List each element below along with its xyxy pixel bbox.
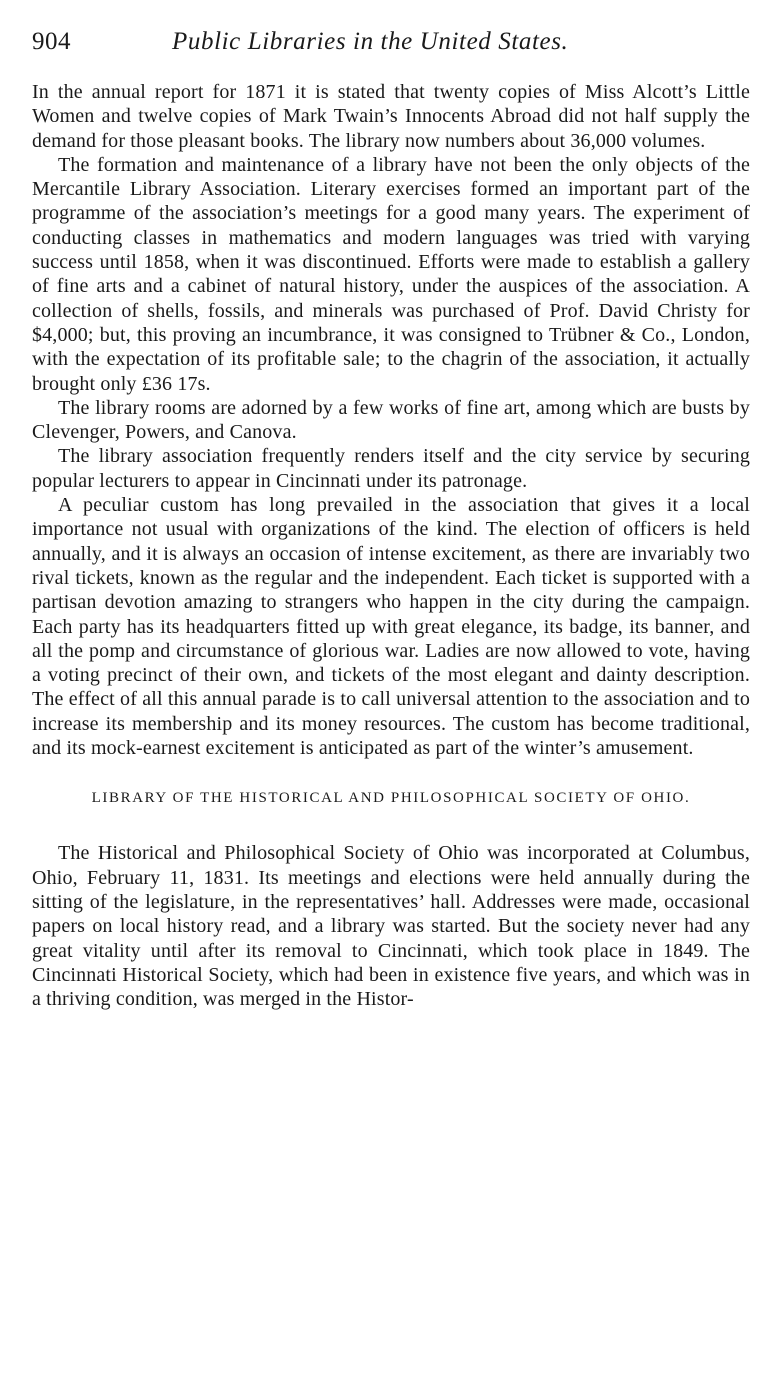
running-head <box>32 28 750 62</box>
paragraph-historical-society: The Historical and Philosophical Society of Ohio was incorporated at Columbus, Ohio, February 11, 1831. Its meetings and elections were held annually during the sitting of the legislature, in the representatives’ hall. Addresses were made, occasional papers on local history read, and a library was started. But the society never had any great vitality until after its removal to Cincinnati, which took place in 1849. The Cincinnati Historical Society, which had been in existence five years, and which was in a thriving condition, was merged in the Histor- <box>32 842 750 1011</box>
paragraph-association-objects: The formation and maintenance of a library have not been the only objects of the Mercantile Library Association. Literary exercises formed an important part of the programme of the association’s meetings for a good many years. The experiment of conducting classes in mathematics and modern languages was tried with varying success until 1858, when it was discontinued. Efforts were made to establish a gallery of fine arts and a cabinet of natural history, under the auspices of the association. A collection of shells, fossils, and minerals was purchased of Prof. David Christy for $4,000; but, this proving an incumbrance, it was consigned to Trübner & Co., London, with the expectation of its profitable sale; to the chagrin of the association, it actually brought only £36 17s. <box>32 153 750 395</box>
body-text <box>32 80 750 1011</box>
section-heading: LIBRARY OF THE HISTORICAL AND PHILOSOPHICAL SOCIETY OF OHIO. <box>91 790 691 807</box>
paragraph-election-custom: A peculiar custom has long prevailed in the association that gives it a local importance not usual with organizations of the kind. The election of officers is held annually, and it is always an occasion of intense excitement, as there are invariably two rival tickets, known as the regular and the independent. Each ticket is supported with a partisan devotion amazing to strangers who happen in the city during the campaign. Each party has its headquarters fitted up with great elegance, its badge, its banner, and all the pomp and circumstance of glorious war. Ladies are now allowed to vote, having a voting precinct of their own, and tickets of the most elegant and dainty description. The effect of all this annual parade is to call universal attention to the association and to increase its membership and its money resources. The custom has become traditional, and its mock-earnest excitement is anticipated as part of the winter’s amusement. <box>32 494 750 760</box>
book-page <box>32 28 750 1011</box>
paragraph-annual-report: In the annual report for 1871 it is stated that twenty copies of Miss Alcott’s Little Women and twelve copies of Mark Twain’s Innocents Abroad did not half supply the demand for those pleasant books. The library now numbers about 36,000 volumes. <box>32 81 750 152</box>
running-title: Public Libraries in the United States. <box>172 28 569 55</box>
paragraph-lecturers: The library association frequently renders itself and the city service by securing popular lecturers to appear in Cincinnati under its patronage. <box>32 445 750 492</box>
paragraph-library-rooms: The library rooms are adorned by a few works of fine art, among which are busts by Clevenger, Powers, and Canova. <box>32 396 750 444</box>
page-number: 904 <box>32 28 71 55</box>
